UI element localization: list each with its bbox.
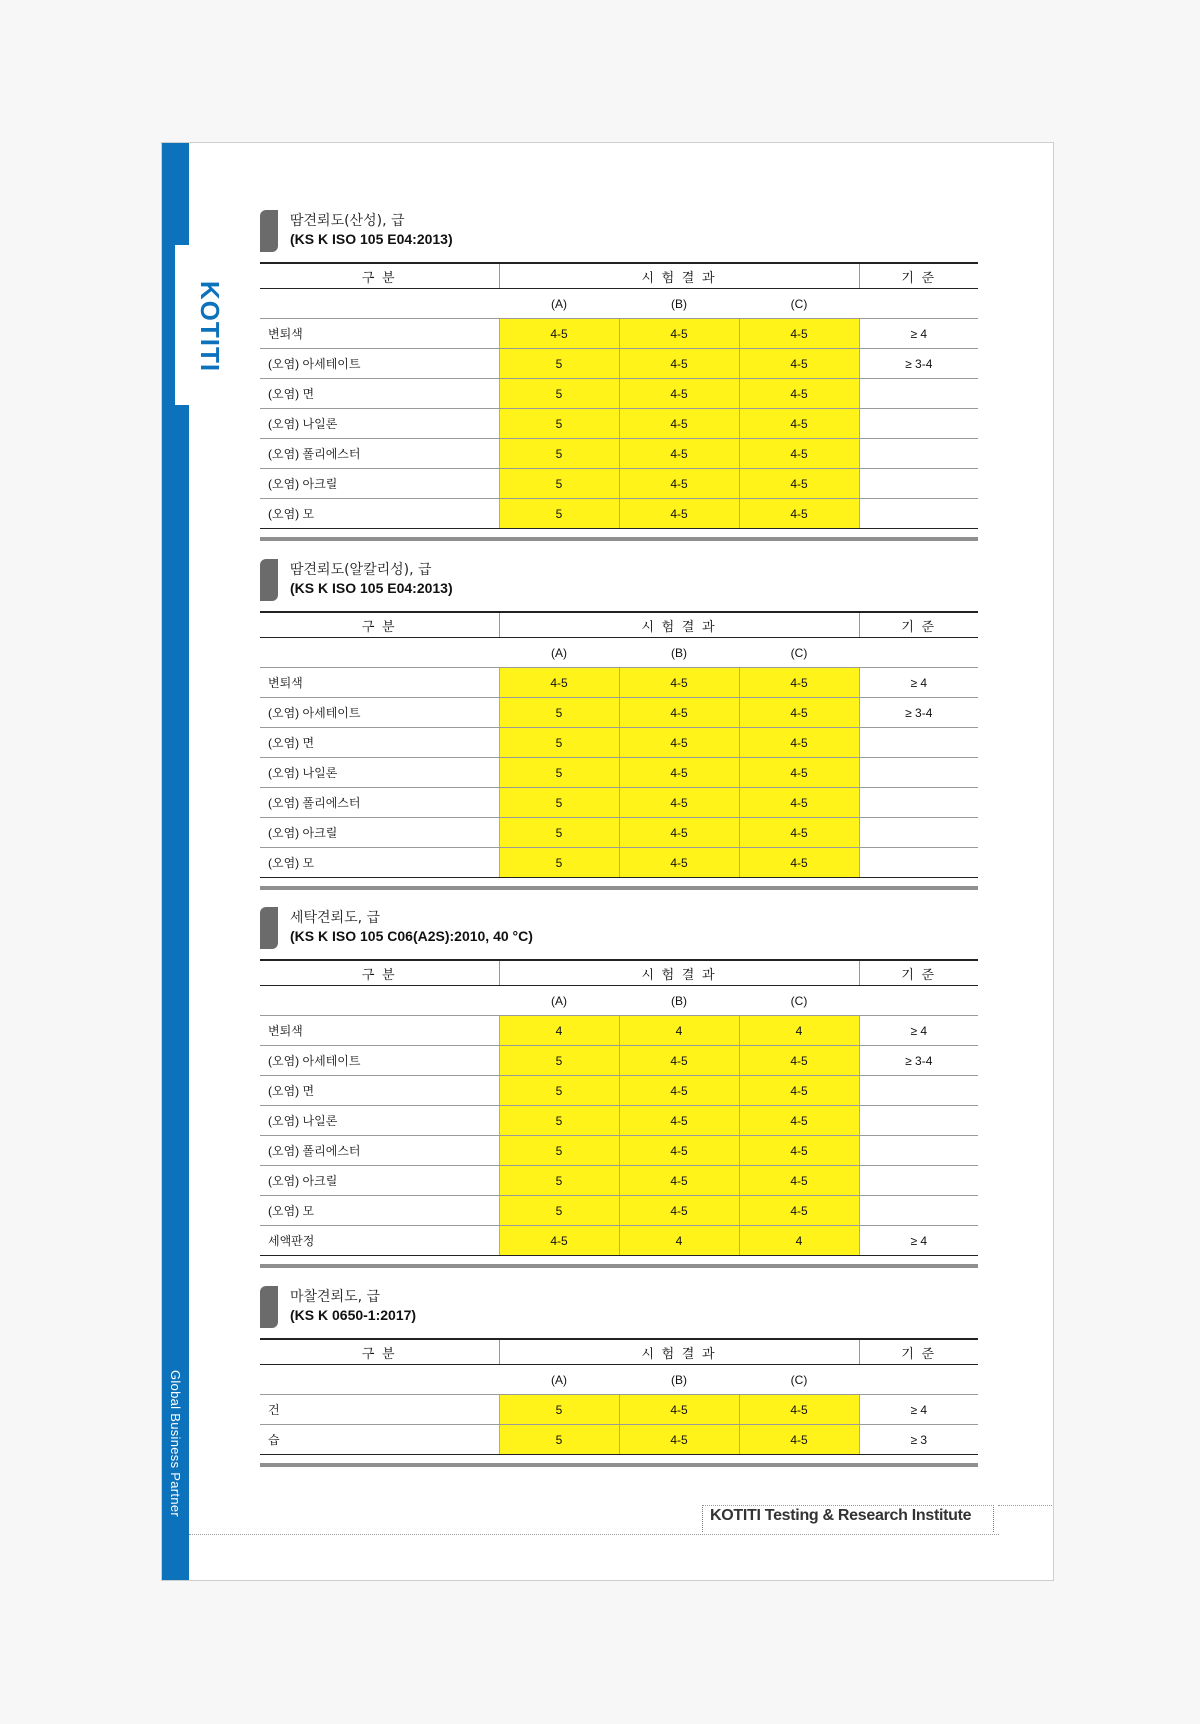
result-a: 5 bbox=[499, 788, 619, 818]
result-c: 4-5 bbox=[739, 349, 859, 379]
table-row bbox=[260, 319, 978, 349]
standard-value: ≥ 3-4 bbox=[859, 349, 978, 379]
standard-value: ≥ 4 bbox=[859, 1226, 978, 1256]
header-blank bbox=[859, 638, 978, 668]
result-a: 5 bbox=[499, 698, 619, 728]
standard-value: ≥ 4 bbox=[859, 1016, 978, 1046]
section-divider bbox=[260, 1264, 978, 1268]
table-row bbox=[260, 1016, 978, 1046]
section-header bbox=[260, 210, 978, 262]
table-row bbox=[260, 818, 978, 848]
row-label: (오염) 아세테이트 bbox=[260, 349, 499, 379]
result-a: 5 bbox=[499, 1136, 619, 1166]
header-sample-b: (B) bbox=[619, 986, 739, 1016]
table-row bbox=[260, 848, 978, 878]
table-row bbox=[260, 469, 978, 499]
header-sample-a: (A) bbox=[499, 289, 619, 319]
result-c: 4-5 bbox=[739, 1166, 859, 1196]
table-row bbox=[260, 1425, 978, 1455]
result-c: 4-5 bbox=[739, 848, 859, 878]
result-c: 4-5 bbox=[739, 1046, 859, 1076]
result-b: 4-5 bbox=[619, 698, 739, 728]
result-b: 4-5 bbox=[619, 788, 739, 818]
row-label: (오염) 폴리에스터 bbox=[260, 439, 499, 469]
table-row bbox=[260, 758, 978, 788]
row-label: 변퇴색 bbox=[260, 668, 499, 698]
result-b: 4-5 bbox=[619, 1425, 739, 1455]
result-a: 5 bbox=[499, 1196, 619, 1226]
result-b: 4-5 bbox=[619, 1166, 739, 1196]
result-a: 5 bbox=[499, 439, 619, 469]
header-blank bbox=[859, 986, 978, 1016]
header-category: 구 분 bbox=[260, 960, 499, 986]
header-results: 시 험 결 과 bbox=[499, 960, 859, 986]
result-a: 5 bbox=[499, 1076, 619, 1106]
header-sample-c: (C) bbox=[739, 986, 859, 1016]
results-table bbox=[260, 262, 978, 529]
row-label: (오염) 아크릴 bbox=[260, 818, 499, 848]
header-blank bbox=[260, 986, 499, 1016]
result-b: 4-5 bbox=[619, 818, 739, 848]
header-sample-c: (C) bbox=[739, 289, 859, 319]
table-row bbox=[260, 409, 978, 439]
result-a: 5 bbox=[499, 1046, 619, 1076]
result-a: 5 bbox=[499, 1166, 619, 1196]
result-c: 4-5 bbox=[739, 728, 859, 758]
header-sample-c: (C) bbox=[739, 1365, 859, 1395]
result-c: 4-5 bbox=[739, 668, 859, 698]
section-title: 마찰견뢰도, 급 bbox=[290, 1289, 381, 1305]
test-section bbox=[260, 1286, 978, 1467]
result-a: 4 bbox=[499, 1016, 619, 1046]
header-results: 시 험 결 과 bbox=[499, 612, 859, 638]
table-row bbox=[260, 1046, 978, 1076]
section-header bbox=[260, 907, 978, 959]
section-standard-ref: (KS K ISO 105 E04:2013) bbox=[290, 580, 453, 596]
row-label: (오염) 아세테이트 bbox=[260, 1046, 499, 1076]
table-row bbox=[260, 1076, 978, 1106]
result-c: 4-5 bbox=[739, 409, 859, 439]
header-blank bbox=[859, 289, 978, 319]
result-c: 4-5 bbox=[739, 788, 859, 818]
side-caption-text: Global Business Partner bbox=[168, 1369, 183, 1517]
result-c: 4-5 bbox=[739, 1136, 859, 1166]
result-a: 5 bbox=[499, 848, 619, 878]
result-a: 5 bbox=[499, 818, 619, 848]
results-table bbox=[260, 611, 978, 878]
result-b: 4-5 bbox=[619, 848, 739, 878]
result-c: 4-5 bbox=[739, 439, 859, 469]
result-b: 4-5 bbox=[619, 499, 739, 529]
table-row bbox=[260, 1106, 978, 1136]
table-row bbox=[260, 1166, 978, 1196]
header-sample-b: (B) bbox=[619, 638, 739, 668]
section-title: 땀견뢰도(알칼리성), 급 bbox=[290, 562, 432, 578]
result-c: 4-5 bbox=[739, 499, 859, 529]
standard-value: ≥ 3 bbox=[859, 1425, 978, 1455]
table-row bbox=[260, 1226, 978, 1256]
result-b: 4-5 bbox=[619, 469, 739, 499]
result-b: 4-5 bbox=[619, 439, 739, 469]
result-a: 5 bbox=[499, 1395, 619, 1425]
row-label: (오염) 면 bbox=[260, 379, 499, 409]
footer-institute-name: KOTITI Testing & Research Institute bbox=[710, 1507, 972, 1524]
side-caption bbox=[162, 1353, 189, 1533]
row-label: (오염) 나일론 bbox=[260, 409, 499, 439]
standard-value bbox=[859, 728, 978, 758]
standard-value bbox=[859, 848, 978, 878]
section-header bbox=[260, 559, 978, 611]
standard-value: ≥ 4 bbox=[859, 319, 978, 349]
header-sample-c: (C) bbox=[739, 638, 859, 668]
result-c: 4-5 bbox=[739, 319, 859, 349]
section-marker bbox=[260, 907, 278, 949]
standard-value: ≥ 3-4 bbox=[859, 1046, 978, 1076]
result-a: 4-5 bbox=[499, 319, 619, 349]
result-b: 4-5 bbox=[619, 1106, 739, 1136]
result-b: 4-5 bbox=[619, 379, 739, 409]
result-a: 5 bbox=[499, 469, 619, 499]
result-a: 5 bbox=[499, 409, 619, 439]
section-title: 땀견뢰도(산성), 급 bbox=[290, 213, 405, 229]
section-marker bbox=[260, 210, 278, 252]
result-b: 4-5 bbox=[619, 319, 739, 349]
result-b: 4-5 bbox=[619, 1136, 739, 1166]
result-b: 4 bbox=[619, 1016, 739, 1046]
table-row bbox=[260, 439, 978, 469]
header-category: 구 분 bbox=[260, 263, 499, 289]
table-row bbox=[260, 698, 978, 728]
header-sample-a: (A) bbox=[499, 1365, 619, 1395]
standard-value bbox=[859, 1166, 978, 1196]
header-blank bbox=[260, 1365, 499, 1395]
result-c: 4-5 bbox=[739, 1196, 859, 1226]
table-row bbox=[260, 379, 978, 409]
header-category: 구 분 bbox=[260, 612, 499, 638]
result-c: 4-5 bbox=[739, 1425, 859, 1455]
result-a: 4-5 bbox=[499, 1226, 619, 1256]
section-title: 세탁견뢰도, 급 bbox=[290, 910, 381, 926]
result-c: 4-5 bbox=[739, 469, 859, 499]
result-a: 5 bbox=[499, 758, 619, 788]
header-standard: 기 준 bbox=[859, 960, 978, 986]
report-page bbox=[161, 142, 1054, 1581]
standard-value bbox=[859, 758, 978, 788]
table-row bbox=[260, 1196, 978, 1226]
result-b: 4 bbox=[619, 1226, 739, 1256]
row-label: 세액판정 bbox=[260, 1226, 499, 1256]
table-row bbox=[260, 668, 978, 698]
footer-divider bbox=[189, 1534, 999, 1535]
section-divider bbox=[260, 886, 978, 890]
header-sample-a: (A) bbox=[499, 986, 619, 1016]
result-a: 5 bbox=[499, 1425, 619, 1455]
table-row bbox=[260, 788, 978, 818]
standard-value bbox=[859, 469, 978, 499]
row-label: 건 bbox=[260, 1395, 499, 1425]
section-divider bbox=[260, 537, 978, 541]
header-standard: 기 준 bbox=[859, 1339, 978, 1365]
result-b: 4-5 bbox=[619, 728, 739, 758]
header-category: 구 분 bbox=[260, 1339, 499, 1365]
standard-value bbox=[859, 1076, 978, 1106]
row-label: (오염) 모 bbox=[260, 499, 499, 529]
section-standard-ref: (KS K 0650-1:2017) bbox=[290, 1307, 417, 1323]
section-marker bbox=[260, 1286, 278, 1328]
result-c: 4-5 bbox=[739, 379, 859, 409]
header-sample-b: (B) bbox=[619, 289, 739, 319]
standard-value bbox=[859, 439, 978, 469]
row-label: (오염) 면 bbox=[260, 728, 499, 758]
footer-divider-right bbox=[998, 1505, 1054, 1506]
row-label: (오염) 모 bbox=[260, 1196, 499, 1226]
row-label: 변퇴색 bbox=[260, 319, 499, 349]
result-a: 5 bbox=[499, 728, 619, 758]
row-label: (오염) 모 bbox=[260, 848, 499, 878]
result-b: 4-5 bbox=[619, 1196, 739, 1226]
header-sample-b: (B) bbox=[619, 1365, 739, 1395]
result-c: 4-5 bbox=[739, 818, 859, 848]
result-c: 4 bbox=[739, 1016, 859, 1046]
header-sample-a: (A) bbox=[499, 638, 619, 668]
standard-value: ≥ 3-4 bbox=[859, 698, 978, 728]
result-c: 4 bbox=[739, 1226, 859, 1256]
result-c: 4-5 bbox=[739, 758, 859, 788]
result-b: 4-5 bbox=[619, 409, 739, 439]
standard-value bbox=[859, 409, 978, 439]
result-b: 4-5 bbox=[619, 349, 739, 379]
result-a: 4-5 bbox=[499, 668, 619, 698]
header-standard: 기 준 bbox=[859, 263, 978, 289]
row-label: (오염) 폴리에스터 bbox=[260, 788, 499, 818]
result-c: 4-5 bbox=[739, 1106, 859, 1136]
standard-value bbox=[859, 1196, 978, 1226]
result-a: 5 bbox=[499, 349, 619, 379]
result-b: 4-5 bbox=[619, 668, 739, 698]
kotiti-logo bbox=[195, 271, 225, 381]
table-row bbox=[260, 1136, 978, 1166]
row-label: (오염) 아크릴 bbox=[260, 469, 499, 499]
standard-value bbox=[859, 379, 978, 409]
header-results: 시 험 결 과 bbox=[499, 263, 859, 289]
table-row bbox=[260, 728, 978, 758]
standard-value bbox=[859, 1136, 978, 1166]
result-c: 4-5 bbox=[739, 698, 859, 728]
standard-value bbox=[859, 818, 978, 848]
result-c: 4-5 bbox=[739, 1076, 859, 1106]
row-label: (오염) 나일론 bbox=[260, 758, 499, 788]
logo-text: KOTITI bbox=[195, 280, 226, 372]
section-divider bbox=[260, 1463, 978, 1467]
result-b: 4-5 bbox=[619, 1046, 739, 1076]
row-label: (오염) 면 bbox=[260, 1076, 499, 1106]
row-label: 변퇴색 bbox=[260, 1016, 499, 1046]
table-row bbox=[260, 1395, 978, 1425]
header-blank bbox=[260, 289, 499, 319]
result-b: 4-5 bbox=[619, 1076, 739, 1106]
section-standard-ref: (KS K ISO 105 E04:2013) bbox=[290, 231, 453, 247]
result-a: 5 bbox=[499, 379, 619, 409]
row-label: (오염) 나일론 bbox=[260, 1106, 499, 1136]
header-blank bbox=[260, 638, 499, 668]
header-blank bbox=[859, 1365, 978, 1395]
standard-value: ≥ 4 bbox=[859, 668, 978, 698]
result-b: 4-5 bbox=[619, 758, 739, 788]
result-a: 5 bbox=[499, 1106, 619, 1136]
section-standard-ref: (KS K ISO 105 C06(A2S):2010, 40 °C) bbox=[290, 928, 533, 944]
standard-value bbox=[859, 788, 978, 818]
row-label: 습 bbox=[260, 1425, 499, 1455]
header-results: 시 험 결 과 bbox=[499, 1339, 859, 1365]
row-label: (오염) 폴리에스터 bbox=[260, 1136, 499, 1166]
result-a: 5 bbox=[499, 499, 619, 529]
standard-value bbox=[859, 1106, 978, 1136]
standard-value bbox=[859, 499, 978, 529]
results-table bbox=[260, 959, 978, 1256]
results-table bbox=[260, 1338, 978, 1455]
row-label: (오염) 아세테이트 bbox=[260, 698, 499, 728]
table-row bbox=[260, 349, 978, 379]
standard-value: ≥ 4 bbox=[859, 1395, 978, 1425]
section-marker bbox=[260, 559, 278, 601]
result-c: 4-5 bbox=[739, 1395, 859, 1425]
test-section bbox=[260, 210, 978, 541]
row-label: (오염) 아크릴 bbox=[260, 1166, 499, 1196]
table-row bbox=[260, 499, 978, 529]
test-section bbox=[260, 907, 978, 1268]
result-b: 4-5 bbox=[619, 1395, 739, 1425]
test-section bbox=[260, 559, 978, 890]
header-standard: 기 준 bbox=[859, 612, 978, 638]
section-header bbox=[260, 1286, 978, 1338]
